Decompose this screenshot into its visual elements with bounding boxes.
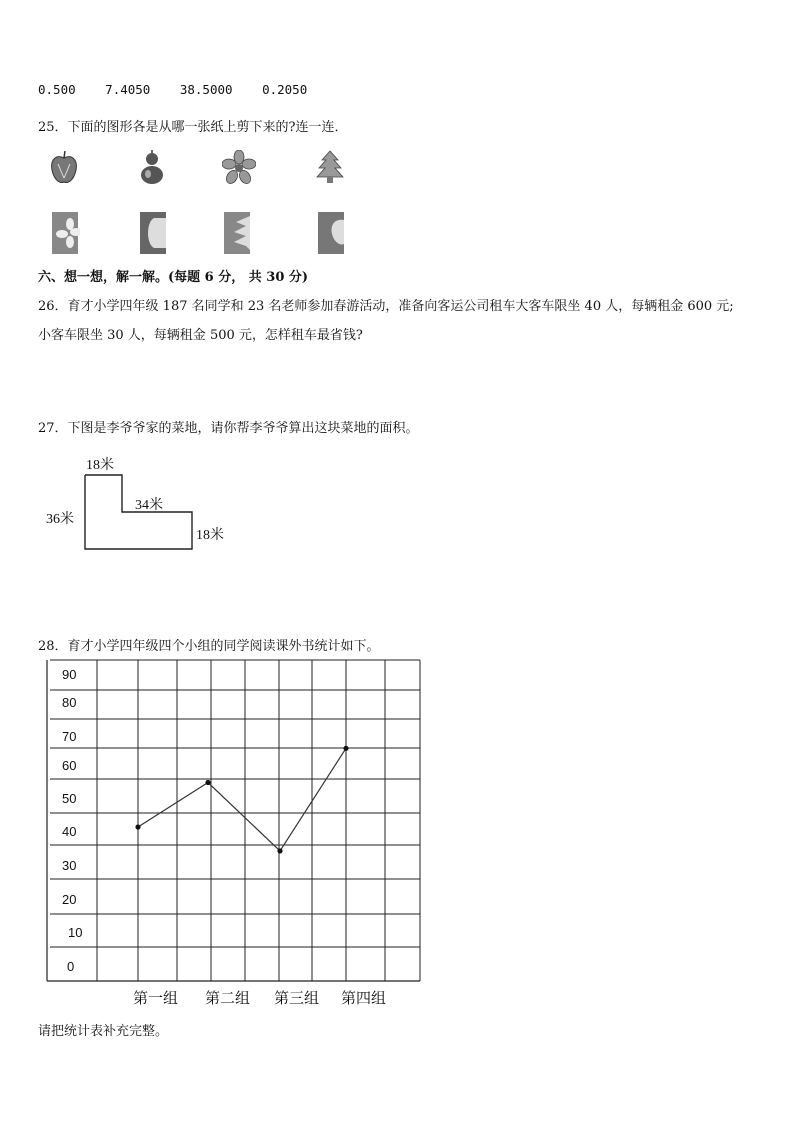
question-28-text: 28．育才小学四年级四个小组的同学阅读课外书统计如下。 [38, 639, 380, 654]
field-middle-label: 34米 [135, 498, 163, 513]
gourd-shape-icon [138, 150, 166, 186]
apple-shape-icon [50, 150, 78, 186]
x-category-label: 第一组 [133, 989, 179, 1007]
field-left-label: 36米 [46, 512, 74, 527]
flower-shape-icon [222, 150, 256, 184]
y-tick-label: 40 [62, 824, 77, 839]
number-item: 0.2050 [262, 82, 308, 97]
data-point [343, 746, 348, 751]
section-6-title: 六、想一想，解一解。(每题 6 分， 共 30 分) [38, 270, 309, 285]
question-26-line2: 小客车限坐 30 人，每辆租金 500 元，怎样租车最省钱? [38, 328, 363, 343]
paper-with-apple-cut-icon [318, 212, 346, 254]
y-tick-label: 10 [68, 925, 83, 940]
data-point [135, 824, 140, 829]
question-25-text: 25．下面的图形各是从哪一张纸上剪下来的?连一连． [38, 120, 348, 135]
data-point [205, 780, 210, 785]
y-tick-label: 80 [62, 695, 77, 710]
number-item: 0.500 [38, 82, 76, 97]
number-row [38, 82, 329, 97]
paper-with-arc-cut-icon [140, 212, 168, 254]
y-tick-label: 70 [62, 729, 77, 744]
series-line [138, 748, 346, 851]
y-tick-label: 50 [62, 791, 77, 806]
x-category-label: 第二组 [205, 989, 251, 1007]
tree-shape-icon [316, 150, 344, 184]
y-tick-label: 90 [62, 667, 77, 682]
x-category-label: 第四组 [341, 989, 387, 1007]
footer-instruction: 请把统计表补充完整。 [38, 1024, 169, 1039]
number-item: 7.4050 [105, 82, 151, 97]
y-tick-label: 60 [62, 758, 77, 773]
y-tick-label: 0 [67, 959, 75, 974]
y-tick-label: 20 [62, 892, 77, 907]
x-category-label: 第三组 [274, 989, 320, 1007]
chart-svg [40, 655, 440, 995]
question-26-line1: 26．育才小学四年级 187 名同学和 23 名老师参加春游活动，准备向客运公司租车大客车限坐 40 人，每辆租金 600 元; [38, 299, 734, 314]
paper-with-tree-cut-icon [224, 212, 252, 254]
field-top-label: 18米 [86, 458, 114, 473]
y-tick-label: 30 [62, 858, 77, 873]
paper-with-flower-cut-icon [52, 212, 80, 254]
reading-line-chart [40, 655, 440, 1015]
question-27-text: 27．下图是李爷爷家的菜地，请你帮李爷爷算出这块菜地的面积。 [38, 421, 419, 436]
number-item: 38.5000 [179, 82, 233, 97]
data-point [277, 848, 282, 853]
field-right-label: 18米 [196, 528, 224, 543]
